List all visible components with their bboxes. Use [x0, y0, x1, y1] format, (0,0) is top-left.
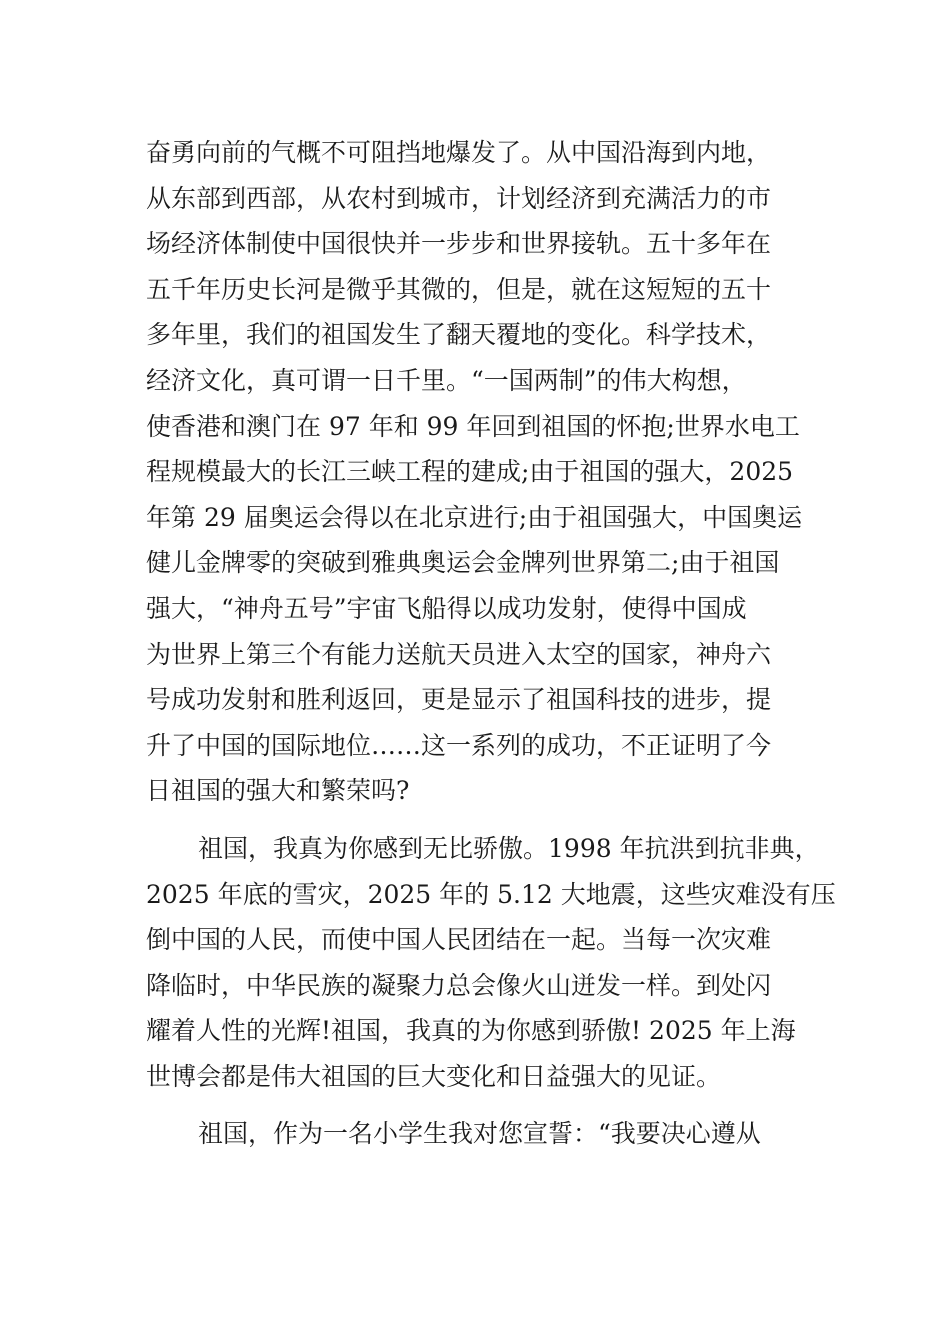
paragraph-spacer	[146, 814, 814, 826]
paragraph-3	[146, 1111, 814, 1157]
text-line: 多年里，我们的祖国发生了翻天覆地的变化。科学技术，	[146, 320, 772, 350]
text-line: 强大，“神舟五号”宇宙飞船得以成功发射，使得中国成	[146, 593, 747, 623]
text-line: 祖国，作为一名小学生我对您宣誓：“我要决心遵从	[198, 1119, 761, 1149]
text-line: 从东部到西部，从农村到城市，计划经济到充满活力的市	[146, 183, 772, 213]
paragraph-2	[146, 826, 836, 1100]
text-line: 健儿金牌零的突破到雅典奥运会金牌列世界第二;由于祖国	[146, 548, 780, 578]
text-line: 奋勇向前的气概不可阻挡地爆发了。从中国沿海到内地，	[146, 138, 772, 167]
text-line: 降临时，中华民族的凝聚力总会像火山迸发一样。到处闪	[146, 970, 772, 1000]
text-line: 经济文化，真可谓一日千里。“一国两制”的伟大构想，	[146, 365, 747, 395]
text-line: 程规模最大的长江三峡工程的建成;由于祖国的强大，2025	[146, 457, 794, 487]
text-line: 年第 29 届奥运会得以在北京进行;由于祖国强大，中国奥运	[146, 502, 803, 532]
text-line: 倒中国的人民，而使中国人民团结在一起。当每一次灾难	[146, 925, 772, 955]
paragraph-spacer	[146, 1099, 814, 1111]
paragraph-1	[146, 130, 814, 814]
text-line: 祖国，我真为你感到无比骄傲。1998 年抗洪到抗非典，	[198, 833, 820, 863]
text-line: 五千年历史长河是微乎其微的，但是，就在这短短的五十	[146, 274, 772, 304]
body-text	[146, 130, 836, 1157]
text-line: 使香港和澳门在 97 年和 99 年回到祖国的怀抱;世界水电工	[146, 411, 800, 441]
text-line: 为世界上第三个有能力送航天员进入太空的国家，神舟六	[146, 639, 772, 669]
text-line: 号成功发射和胜利返回，更是显示了祖国科技的进步，提	[146, 685, 772, 715]
text-line: 世博会都是伟大祖国的巨大变化和日益强大的见证。	[146, 1061, 722, 1091]
text-line: 2025 年底的雪灾，2025 年的 5.12 大地震，这些灾难没有压	[146, 879, 836, 909]
text-line: 升了中国的国际地位……这一系列的成功，不正证明了今	[146, 730, 772, 760]
text-line: 耀着人性的光辉!祖国，我真的为你感到骄傲! 2025 年上海	[146, 1016, 796, 1046]
text-line: 日祖国的强大和繁荣吗?	[146, 776, 410, 806]
text-line: 场经济体制使中国很快并一步步和世界接轨。五十多年在	[146, 229, 772, 259]
